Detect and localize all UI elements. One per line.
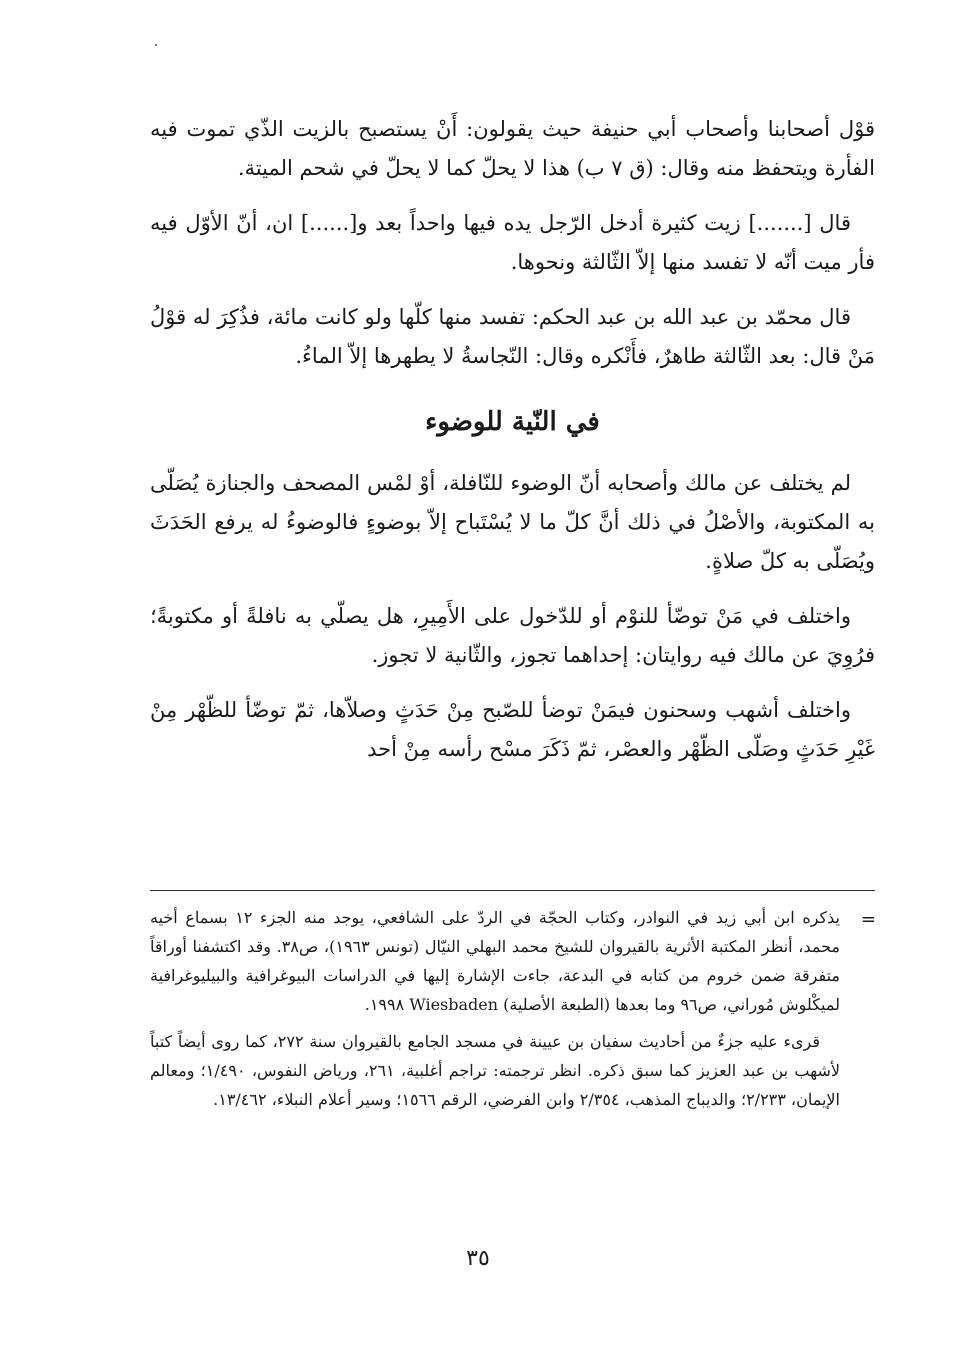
paragraph-1: قوْل أصحابنا وأصحاب أبي حنيفة حيث يقولون: أَنْ يستصبح بالزيت الذّي تموت فيه الفأرة ويتحفظ منه وقال: (ق ٧ ب) هذا لا يحلّ كما لا يحلّ في شحم الميتة. (150, 117, 875, 180)
page-number: ٣٥ (466, 1246, 490, 1271)
section-heading: في النّية للوضوء (425, 407, 600, 437)
main-text (150, 110, 875, 785)
scan-speck (155, 44, 157, 46)
paragraph-4: لم يختلف عن مالك وأصحابه أنّ الوضوء للنّافلة، أوْ لمْس المصحف والجنازة يُصَلّى به المكتوبة، والأصْلُ في ذلك أنَّ كلّ ما لا يُسْتَباح إلاّ بوضوءٍ فالوضوءُ له يرفع الحَدَثَ ويُصَلّى به كلّ صلاةٍ. (150, 471, 875, 573)
footnote-2: قرىء عليه جزءٌ من أحاديث سفيان بن عيينة في مسجد الجامع بالقيروان سنة ٢٧٢، كما روى أيضاً كتباً لأشهب بن عبد العزيز كما سبق ذكره. انظر ترجمته: تراجم أغلبية، ٢٦١، ورياض النفوس، ١/٤٩٠؛ ومعالم الإيمان، ٢/٢٣٣؛ والديباج المذهب، ٢/٣٥٤ وابن الفرضي، الرقم ١٥٦٦؛ وسير أعلام النبلاء، ١٣/٤٦٢. (150, 1032, 841, 1109)
footnote-1: يذكره ابن أبي زيد في النوادر، وكتاب الحجّة في الردّ على الشافعي، يوجد منه الجزء ١٢ بسماع أخيه محمد، أنظر المكتبة الأثرية بالقيروان للشيخ محمد البهلي النيّال (تونس ١٩٦٣)، ص٣٨. وقد اكتشفنا أوراقاً متفرقة ضمن خروم من كتابه في البدعة، جاءت الإشارة إليها في الدراسات البيوغرافية والبيليوغرافية لميكْلوش مُوراني، ص٩٦ وما بعدها (الطبعة الأصلية) Wiesbaden ١٩٩٨. (150, 908, 841, 1014)
paragraph-3: قال محمّد بن عبد الله بن عبد الحكم: تفسد منها كلّها ولو كانت مائة، فذُكِرَ له قوْلُ مَنْ قال: بعد الثّالثة طاهرٌ، فأَنْكره وقال: النّجاسةُ لا يطهرها إلاّ الماءُ. (150, 305, 875, 368)
footnote-continuation-marker: = (860, 909, 876, 930)
footnote-separator (150, 890, 875, 891)
footnotes (150, 903, 840, 1122)
paragraph-2: قال [.......] زيت كثيرة أدخل الرّجل يده فيها واحداً بعد و[......] ان، أنّ الأوّل فيه فأر ميت أنّه لا تفسد منها إلاّ الثّالثة ونحوها. (150, 211, 875, 274)
paragraph-5: واختلف في مَنْ توضّأ للنوْم أو للدّخول على الأَمِيرِ، هل يصلّي به نافلةً أو مكتوبةً؛ فرُوِيَ عن مالك فيه روايتان: إحداهما تجوز، والثّانية لا تجوز. (150, 604, 875, 667)
paragraph-6: واختلف أشهب وسحنون فيمَنْ توضأ للصّبح مِنْ حَدَثٍ وصلاّها، ثمّ توضّأ للظّهْر مِنْ غَيْرِ حَدَثٍ وصَلّى الظّهْر والعصْر، ثمّ ذَكَرَ مسْح رأسه مِنْ أحد (150, 698, 875, 761)
